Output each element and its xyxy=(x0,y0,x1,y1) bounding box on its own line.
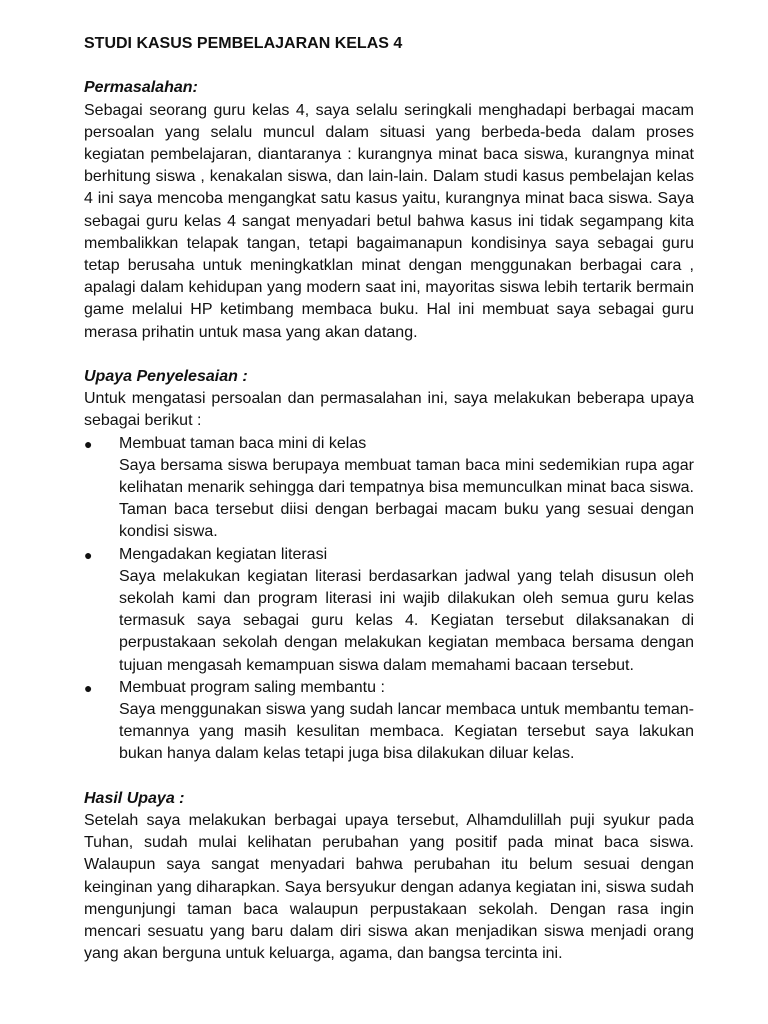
list-item-description: Saya menggunakan siswa yang sudah lancar membaca untuk membantu teman-temannya yang masih kesulitan membaca. Kegiatan tersebut saya lakukan bukan hanya dalam kelas tetapi juga bisa dilakukan diluar kelas. xyxy=(119,701,694,763)
list-item-title: Mengadakan kegiatan literasi xyxy=(119,545,328,563)
paragraph-hasil: Setelah saya melakukan berbagai upaya tersebut, Alhamdulillah puji syukur pada Tuhan, sudah mulai kelihatan perubahan yang positif pada minat baca siswa. Walaupun saya sangat menyadari bahwa perubahan itu belum sesuai dengan keinginan yang diharapkan. Saya bersyukur dengan adanya kegiatan ini, siswa sudah mengunjungi taman baca walaupun perpustakaan sekolah. Dengan rasa ingin mencari sesuatu yang baru dalam diri siswa akan menjadikan siswa menjadi orang yang akan berguna untuk keluarga, agama, dan bangsa tercinta ini. xyxy=(84,812,694,963)
list-item-description: Saya melakukan kegiatan literasi berdasarkan jadwal yang telah disusun oleh sekolah kami dan program literasi ini wajib dilakukan oleh semua guru kelas termasuk saya sebagai guru kelas 4. Kegiatan tersebut dilaksanakan di perpustakaan sekolah dengan melakukan kegiatan membaca bersama dengan tujuan mengasah kemampuan siswa dalam memahami bacaan tersebut. xyxy=(119,567,694,674)
list-item-description: Saya bersama siswa berupaya membuat taman baca mini sedemikian rupa agar kelihatan menarik sehingga dari tempatnya bisa memunculkan minat baca siswa. Taman baca tersebut diisi dengan berbagai macam buku yang sesuai dengan kondisi siswa. xyxy=(119,456,694,541)
spacer xyxy=(84,766,694,788)
bullet-icon: ● xyxy=(84,679,93,696)
spacer xyxy=(84,344,694,366)
document-title: STUDI KASUS PEMBELAJARAN KELAS 4 xyxy=(84,35,403,52)
heading-upaya: Upaya Penyelesaian : xyxy=(84,368,248,386)
upaya-list xyxy=(84,433,694,766)
list-item xyxy=(84,433,694,544)
paragraph-upaya-intro: Untuk mengatasi persoalan dan permasalahan ini, saya melakukan beberapa upaya sebagai berikut : xyxy=(84,390,694,430)
document-page xyxy=(84,33,694,965)
spacer xyxy=(84,55,694,77)
bullet-icon: ● xyxy=(84,546,93,563)
list-item-title: Membuat program saling membantu : xyxy=(119,678,385,696)
list-item xyxy=(84,677,694,766)
heading-permasalahan: Permasalahan: xyxy=(84,79,198,97)
list-item-title: Membuat taman baca mini di kelas xyxy=(119,434,367,452)
list-item xyxy=(84,544,694,677)
heading-hasil: Hasil Upaya : xyxy=(84,789,185,807)
paragraph-permasalahan: Sebagai seorang guru kelas 4, saya selalu seringkali menghadapi berbagai macam persoalan yang selalu muncul dalam situasi yang berbeda-beda dalam proses kegiatan pembelajaran, diantaranya : kurangnya minat baca siswa, kurangnya minat berhitung siswa , kenakalan siswa, dan lain-lain. Dalam studi kasus pembelajan kelas 4 ini saya mencoba mengangkat satu kasus yaitu, kurangnya minat baca siswa. Saya sebagai guru kelas 4 sangat menyadari betul bahwa kasus ini tidak segampang kita membalikkan telapak tangan, tetapi bagaimanapun kondisinya saya sebagai guru tetap berusaha untuk meningkatklan minat dengan menggunakan berbagai cara , apalagi dalam kehidupan yang modern saat ini, mayoritas siswa lebih tertarik bermain game melalui HP ketimbang membaca buku. Hal ini membuat saya sebagai guru merasa prihatin untuk masa yang akan datang. xyxy=(84,101,694,341)
bullet-icon: ● xyxy=(84,435,93,452)
